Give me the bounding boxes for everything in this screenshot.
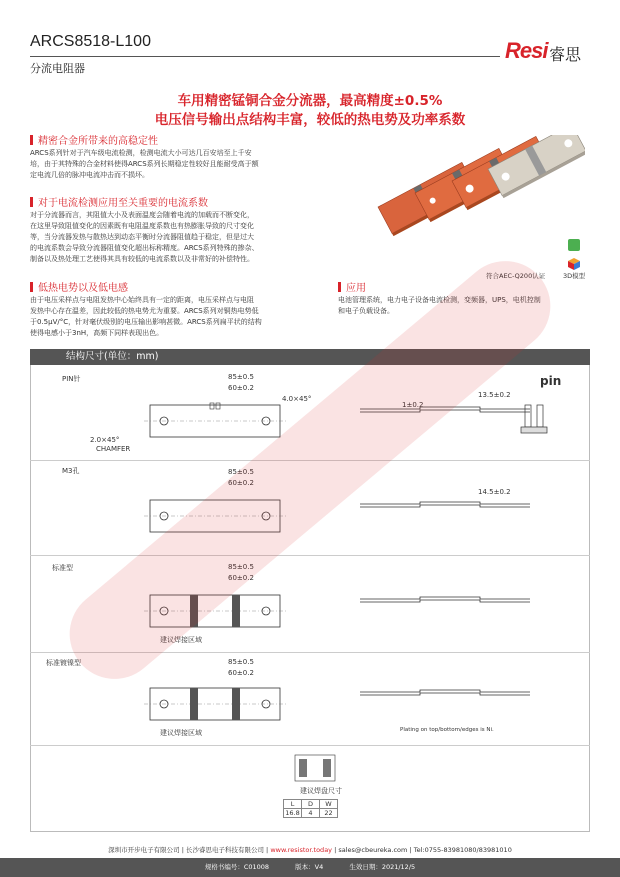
pad-caption: 建议焊盘尺寸 [300,787,342,795]
spec-version: 版本：V4 [295,863,324,871]
pad-header: W [320,800,338,809]
dim-chamfer-word: CHAMFER [96,445,131,453]
weld-zone-label: 建议焊接区域 [160,636,202,644]
pad-table [283,799,338,818]
dim-overall-m3: 85±0.5 [228,468,254,476]
drawing-m3-top [144,500,286,532]
pad-value: 22 [320,809,338,818]
logo-cn-text: 睿思 [549,45,582,64]
brand-logo [505,38,605,68]
dim-overall-nickel: 85±0.5 [228,658,254,666]
product-model: ARCS8518-L100 [30,33,151,50]
aec-badge-icon [568,239,580,251]
drawing-pin-detail [521,405,547,433]
dim-side-length: 13.5±0.2 [478,391,511,399]
drawing-standard-top [144,595,286,627]
row-label-standard: 标准型 [52,564,73,572]
dim-overall: 85±0.5 [228,373,254,381]
dim-overall-standard: 85±0.5 [228,563,254,571]
product-photo [370,135,585,275]
section-text-stability: ARCS系列针对于汽车级电流检测，检测电流大小可达几百安培至上千安 培，由于其特殊的合金材料使得ARCS系列长期稳定性较好且能耐受高于额 定电流几倍的脉冲电流冲击而不损坏。 [30,149,259,179]
headline-line-1: 车用精密锰铜合金分流器，最高精度±0.5% [177,93,443,109]
shunt-4-nickel [488,135,585,198]
dim-m3-side-length: 14.5±0.2 [478,488,511,496]
pad-header: D [302,800,320,809]
footer-bar [0,858,620,877]
dim-pin-pitch: 1±0.2 [402,401,424,409]
drawing-standard-side [360,597,530,602]
headline-line-2: 电压信号输出点结构丰富，较低的热电势及功率系数 [154,112,466,128]
drawing-nickel-top [144,688,286,720]
pad-value: 16.8 [285,809,300,817]
section-title-stability: 精密合金所带来的高稳定性 [30,132,158,147]
weld-zone-label-nickel: 建议焊接区域 [160,729,202,737]
model-3d-link[interactable]: 3D模型 [563,272,586,280]
section-title-current-coefficient: 对于电流检测应用至关重要的电流系数 [30,194,208,209]
dim-chamfer: 4.0×45° [282,395,312,403]
page-header [0,0,620,80]
row-label-pin: PIN针 [62,375,81,383]
dim-inner-m3: 60±0.2 [228,479,254,487]
pad-value: 4 [302,809,320,818]
dim-inner-standard: 60±0.2 [228,574,254,582]
dimensions-title: 结构尺寸(单位：mm) [30,349,590,365]
plating-note: Plating on top/bottom/edges is Ni. [400,727,494,733]
drawing-nickel-side [360,690,530,695]
footer-website-link[interactable]: www.resistor.today [270,846,333,854]
cube-3d-icon[interactable] [568,258,580,270]
footer-email-link[interactable]: sales@cbeureka.com [338,846,408,854]
section-text-thermal-emf: 由于电压采样点与电阻发热中心始终具有一定的距离，电压采样点与电阻 发热中心存在温差，因此较低的热电势尤为重要。ARCS系列对铜热电势低 于0.5μV/°C，针对毫伏级别的电压输出影响甚微。ARCS系列扁平状的结构 使得电感小于3nH，高频下同样表现出色。 [30,296,262,337]
section-title-thermal-emf: 低热电势以及低电感 [30,279,128,294]
effective-date: 生效日期：2021/12/5 [349,863,416,871]
drawing-pin-side [360,407,530,412]
dim-inner-nickel: 60±0.2 [228,669,254,677]
pad-header: L [284,800,302,809]
row-label-nickel: 标准镀镍型 [46,659,81,667]
product-category: 分流电阻器 [30,62,85,75]
section-title-application: 应用 [338,279,366,294]
footer-contact: 深圳市开步电子有限公司 | 长沙睿思电子科技有限公司 | www.resistor.today | sales@cbeureka.com | Tel:0755-83981080/83981010 [108,846,512,854]
section-text-application: 电池管理系统，电力电子设备电流检测，变频器，UPS，电机控制 和电子负载设备。 [338,296,541,315]
dim-inner: 60±0.2 [228,384,254,392]
drawing-m3-side [360,502,530,507]
footer-companies: 深圳市开步电子有限公司 | 长沙睿思电子科技有限公司 | [108,846,269,854]
logo-mark: Resi [505,38,548,63]
footer-tel: Tel:0755-83981080/83981010 [413,846,512,854]
pin-detail-label: pin [540,374,562,388]
header-rule [30,56,500,57]
dim-chamfer-small: 2.0×45° [90,436,120,444]
section-text-current-coefficient: 对于分流器而言，其阻值大小及表面温度会随着电流的加载而不断变化， 在这里导致阻值变化的因素既有电阻温度系数也有热膨胀导致的尺寸变化 等，当分流器发热与散热达到动态平衡时分流器阻值趋于稳定，但是过大 的电流系数会导致分流器阻值变化超出标称精度。ARCS系列特殊的掺杂、 制备以及热处理工艺使得其具有较低的电流系数以及非常好的补偿特性。 [30,211,259,263]
aec-badge-label: 符合AEC-Q200认证 [486,272,546,280]
pad-layout-drawing [295,755,335,781]
row-label-m3: M3孔 [62,467,80,475]
spec-number: 规格书编号：C01008 [204,863,270,871]
drawing-pin-top [144,403,286,437]
